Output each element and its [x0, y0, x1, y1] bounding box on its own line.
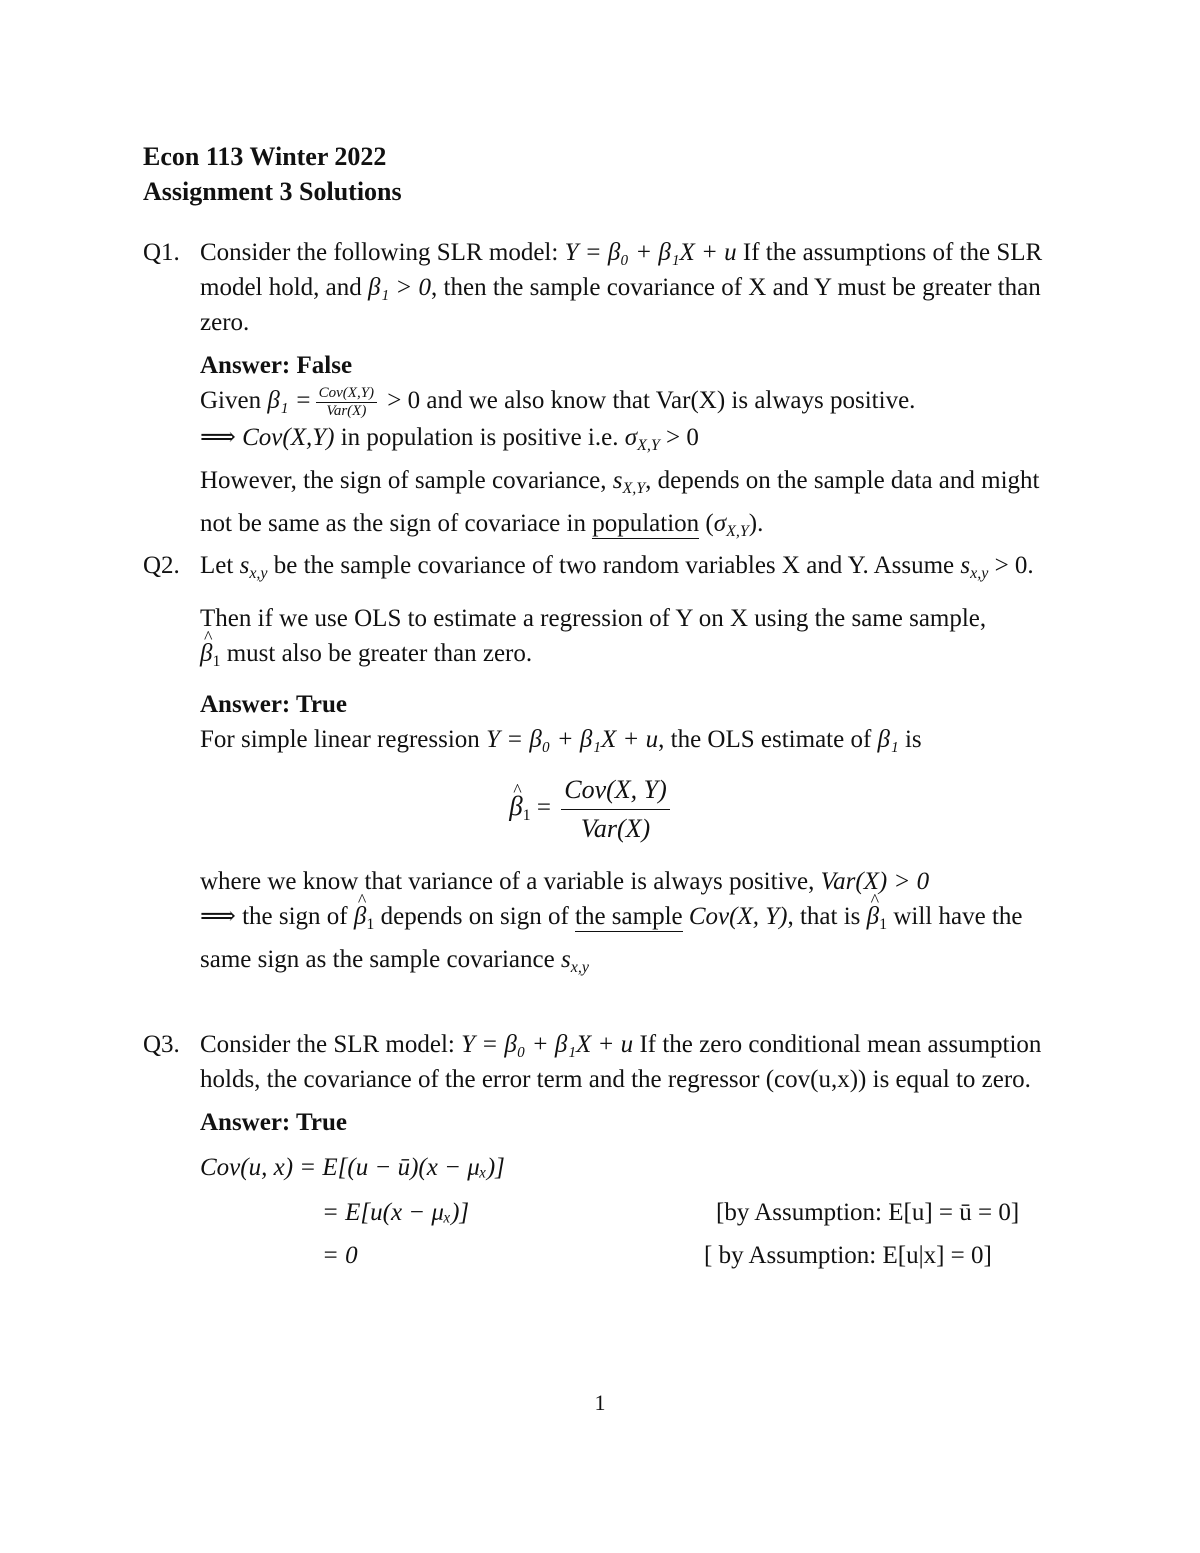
math-sigma: σ — [624, 423, 638, 451]
underlined-text: population — [592, 509, 700, 537]
fraction-numerator: Cov(X, Y) — [561, 771, 670, 810]
answer-label: Answer: False — [200, 352, 353, 379]
question-text: If the zero conditional mean assumption holds, the covariance of the error term and the regressor (cov(u,x)) is equal to zero. — [200, 1031, 1042, 1093]
answer-text: will have the same sign as the sample covariance — [200, 903, 1023, 973]
question-text: , then the sample covariance of X and Y must be greater than zero. — [200, 274, 1041, 336]
question-text: must also be greater than zero. — [220, 640, 533, 667]
answer-text: depends on sign of — [374, 903, 576, 930]
question-text: If the assumptions of the SLR model hold, and — [200, 239, 1043, 301]
answer-text: , depends on the sample data and might not be same as the sign of covariace in — [200, 466, 1040, 537]
derivation-line: = 0 — [322, 1242, 358, 1269]
answer-text: ⟹ the sign of — [200, 903, 354, 930]
question-1 — [143, 235, 1063, 549]
fraction-denominator: Var(X) — [580, 814, 651, 843]
derivation — [200, 1150, 1063, 1300]
answer-text: ). — [748, 509, 764, 537]
fraction-denominator: Var(X) — [326, 402, 367, 419]
answer-text: However, the sign of sample covariance, — [200, 466, 613, 494]
answer-text: in population is positive i.e. — [334, 423, 625, 451]
derivation-line: Cov(u, x) = E[(u − ū)(x − μₓ)] — [200, 1154, 505, 1181]
math-subscript: X,Y — [637, 436, 660, 454]
question-2 — [143, 548, 1063, 985]
question-text: > 0. — [988, 552, 1034, 579]
math-model: Y = β₀ + β₁X + u — [486, 726, 659, 753]
math-model: Y = β₀ + β₁X + u — [461, 1031, 634, 1058]
question-text: Then if we use OLS to estimate a regression of Y on X using the same sample, — [200, 605, 987, 632]
answer-line — [200, 383, 1063, 420]
answer-text: > 0 and we also know that Var(X) is always positive. — [381, 387, 916, 414]
fraction-numerator: Cov(X,Y) — [316, 385, 377, 403]
display-equation — [120, 771, 1063, 848]
question-label: Q1. — [143, 239, 180, 266]
math-beta: β₁ = — [267, 387, 312, 414]
document-title: Econ 113 Winter 2022 — [143, 142, 387, 171]
math-beta-hat: ^ β — [354, 899, 366, 934]
answer-text: is — [898, 726, 922, 753]
math-model: Y = β₀ + β₁X + u — [564, 239, 737, 266]
math-equals: = — [530, 794, 558, 822]
answer-label: Answer: True — [200, 1109, 347, 1136]
math-beta-hat: ^ β — [200, 636, 212, 671]
question-body — [200, 548, 1063, 985]
math-subscript: X,Y — [726, 522, 749, 540]
math-var: Var(X) > 0 — [820, 868, 930, 895]
math-subscript: 1 — [366, 916, 375, 933]
math-beta-hat: ^ β — [867, 899, 879, 934]
question-body — [200, 235, 1063, 549]
question-text: be the sample covariance of two random variables X and Y. Assume — [267, 552, 961, 579]
answer-text: where we know that variance of a variable is always positive, — [200, 868, 821, 895]
answer-line — [200, 463, 1063, 549]
answer-line — [200, 899, 1063, 985]
math-condition: β₁ > 0 — [368, 274, 432, 301]
math-subscript: 1 — [879, 916, 888, 933]
math-beta-hat: ^ β — [509, 789, 522, 824]
question-body — [200, 1027, 1063, 1300]
math-s: s — [960, 552, 971, 579]
answer-text: ( — [699, 509, 714, 537]
answer-text: , that is — [787, 903, 867, 930]
question-3 — [143, 1027, 1063, 1300]
math-cov: Cov(X,Y) — [242, 423, 335, 451]
question-line — [200, 601, 1063, 679]
math-s: s — [560, 946, 571, 973]
question-label: Q3. — [143, 1031, 180, 1058]
underlined-text: the sample — [575, 903, 683, 930]
answer-line — [200, 420, 1063, 463]
math-subscript: x,y — [249, 565, 268, 582]
math-subscript: x,y — [570, 959, 589, 976]
derivation-note: [ by Assumption: E[u|x] = 0] — [704, 1242, 992, 1269]
fraction — [316, 385, 377, 420]
document-subtitle: Assignment 3 Solutions — [143, 177, 402, 206]
math-subscript: 1 — [522, 807, 531, 825]
answer-text: > 0 — [659, 423, 699, 451]
math-cov: Cov(X, Y) — [682, 903, 788, 930]
answer-label: Answer: True — [200, 691, 347, 718]
question-text: Consider the SLR model: — [200, 1031, 462, 1058]
fraction — [561, 771, 670, 848]
math-subscript: X,Y — [622, 479, 646, 497]
answer-line — [200, 722, 1063, 757]
math-subscript: x,y — [970, 565, 989, 582]
answer-text: For simple linear regression — [200, 726, 487, 753]
math-s: s — [612, 466, 623, 494]
math-beta: β₁ — [877, 726, 899, 753]
page-number: 1 — [594, 1390, 606, 1415]
implies-symbol: ⟹ — [200, 423, 243, 451]
math-s: s — [239, 552, 250, 579]
answer-text: , the OLS estimate of — [658, 726, 878, 753]
question-label: Q2. — [143, 552, 180, 579]
math-sigma: σ — [713, 509, 727, 537]
derivation-line: = E[u(x − μₓ)] — [322, 1199, 470, 1226]
answer-line — [200, 864, 1063, 899]
math-subscript: 1 — [212, 653, 221, 670]
question-text: Consider the following SLR model: — [200, 239, 565, 266]
question-text: Let — [200, 552, 240, 579]
derivation-note: [by Assumption: E[u] = ū = 0] — [716, 1199, 1020, 1226]
answer-text: Given — [200, 387, 268, 414]
